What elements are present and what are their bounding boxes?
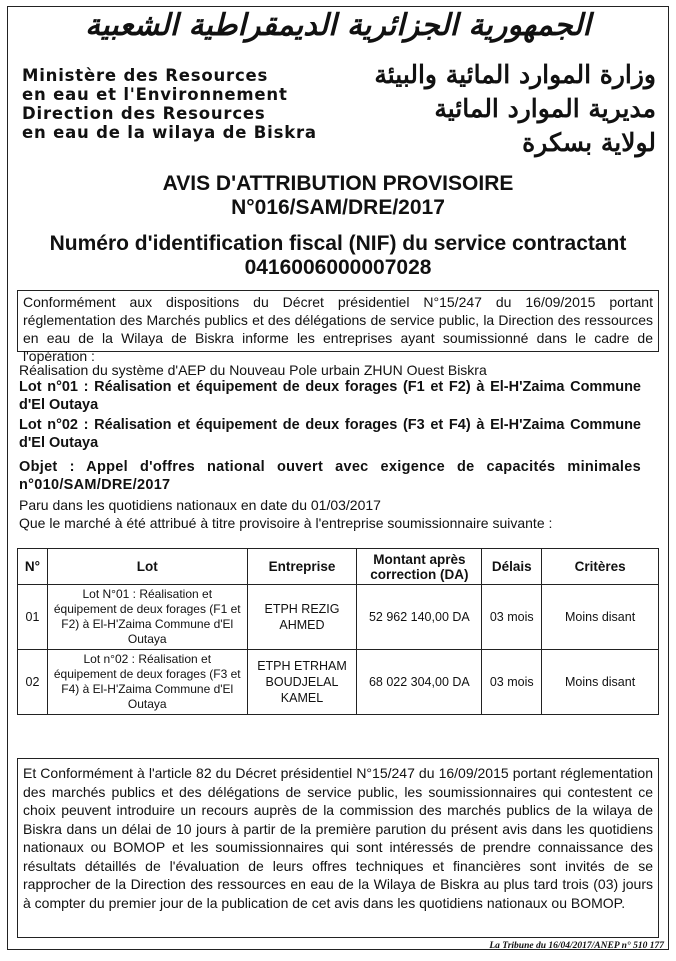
arabic-ministry-block [374, 58, 656, 160]
table-header-row [18, 549, 659, 585]
operation-realisation: Réalisation du système d'AEP du Nouveau Pole urbain ZHUN Ouest Biskra [19, 362, 487, 378]
nif-label: Numéro d'identification fiscal (NIF) du service contractant [49, 232, 627, 255]
arabic-banner: الجمهورية الجزائرية الديمقراطية الشعبية [85, 8, 591, 43]
col-header-entreprise: Entreprise [247, 549, 357, 585]
intro-paragraph: Conformément aux dispositions du Décret présidentiel N°15/247 du 16/09/2015 portant réglementation des Marchés publics et des délégations de service public, la Direction des ressources en eau de la Wilaya de Biskra informe les entreprises ayant soumissionné dans le cadre de l'opération : [17, 290, 659, 352]
cell-criteres: Moins disant [542, 650, 659, 715]
table-row [18, 650, 659, 715]
col-header-montant: Montant après correction (DA) [357, 549, 482, 585]
attribution-table [17, 548, 659, 715]
ar-ministry-line: مديرية الموارد المائية [434, 94, 656, 123]
ar-ministry-line: لولاية بسكرة [522, 128, 656, 157]
ar-ministry-line: وزارة الموارد المائية والبيئة [374, 60, 656, 89]
cell-delais: 03 mois [482, 585, 542, 650]
cell-montant: 68 022 304,00 DA [357, 650, 482, 715]
cell-montant: 52 962 140,00 DA [357, 585, 482, 650]
fr-ministry-line: en eau et l'Environnement [22, 85, 288, 104]
recours-paragraph: Et Conformément à l'article 82 du Décret présidentiel N°15/247 du 16/09/2015 portant réglementation des marchés publics et des délégations de service public, les soumissionnaires qui contestent ce choix peuvent introduire un recours auprès de la commission des marchés publics de la wilaya de Biskra dans un délai de 10 jours à partir de la première parution du présent avis dans les quotidiens nationaux ou BOMOP et les soumissionnaires qui sont intéressés de prendre connaissance des résultats détaillés de l'évaluation de leurs offres techniques et financières sont invités de se rapprocher de la Direction des ressources en eau de la Wilaya de Biskra au plus tard trois (03) jours à compter du premier jour de la publication de cet avis dans les quotidiens nationaux ou BOMOP. [17, 758, 659, 938]
lot-1-description: Lot n°01 : Réalisation et équipement de deux forages (F1 et F2) à El-H'Zaima Commune d'El Outaya [19, 379, 641, 413]
cell-lot: Lot n°02 : Réalisation et équipement de deux forages (F3 et F4) à El-H'Zaima Commune d'El Outaya [47, 650, 247, 715]
col-header-criteres: Critères [542, 549, 659, 585]
attribution-text: Que le marché à été attribué à titre provisoire à l'entreprise soumissionnaire suivante : [19, 515, 553, 531]
col-header-delais: Délais [482, 549, 542, 585]
lot-2-description: Lot n°02 : Réalisation et équipement de deux forages (F3 et F4) à El-H'Zaima Commune d'El Outaya [19, 417, 641, 451]
table-row [18, 585, 659, 650]
fr-ministry-line: en eau de la wilaya de Biskra [22, 123, 317, 142]
cell-num: 02 [18, 650, 48, 715]
cell-criteres: Moins disant [542, 585, 659, 650]
french-ministry-block [22, 66, 317, 142]
cell-entreprise: ETPH REZIG AHMED [247, 585, 357, 650]
fr-ministry-line: Direction des Resources [22, 104, 266, 123]
objet-description: Objet : Appel d'offres national ouvert avec exigence de capacités minimales n°010/SAM/DRE/2017 [19, 459, 641, 493]
cell-entreprise: ETPH ETRHAM BOUDJELAL KAMEL [247, 650, 357, 715]
fr-ministry-line: Ministère des Resources [22, 66, 269, 85]
notice-title: AVIS D'ATTRIBUTION PROVISOIRE [162, 172, 514, 195]
cell-num: 01 [18, 585, 48, 650]
cell-lot: Lot N°01 : Réalisation et équipement de deux forages (F1 et F2) à El-H'Zaima Commune d'El Outaya [47, 585, 247, 650]
col-header-lot: Lot [47, 549, 247, 585]
publication-date-text: Paru dans les quotidiens nationaux en date du 01/03/2017 [19, 497, 381, 513]
nif-value: 0416006000007028 [244, 256, 432, 279]
cell-delais: 03 mois [482, 650, 542, 715]
publication-footer: La Tribune du 16/04/2017/ANEP n° 510 177 [489, 941, 664, 951]
col-header-num: N° [18, 549, 48, 585]
notice-number: N°016/SAM/DRE/2017 [231, 196, 445, 219]
